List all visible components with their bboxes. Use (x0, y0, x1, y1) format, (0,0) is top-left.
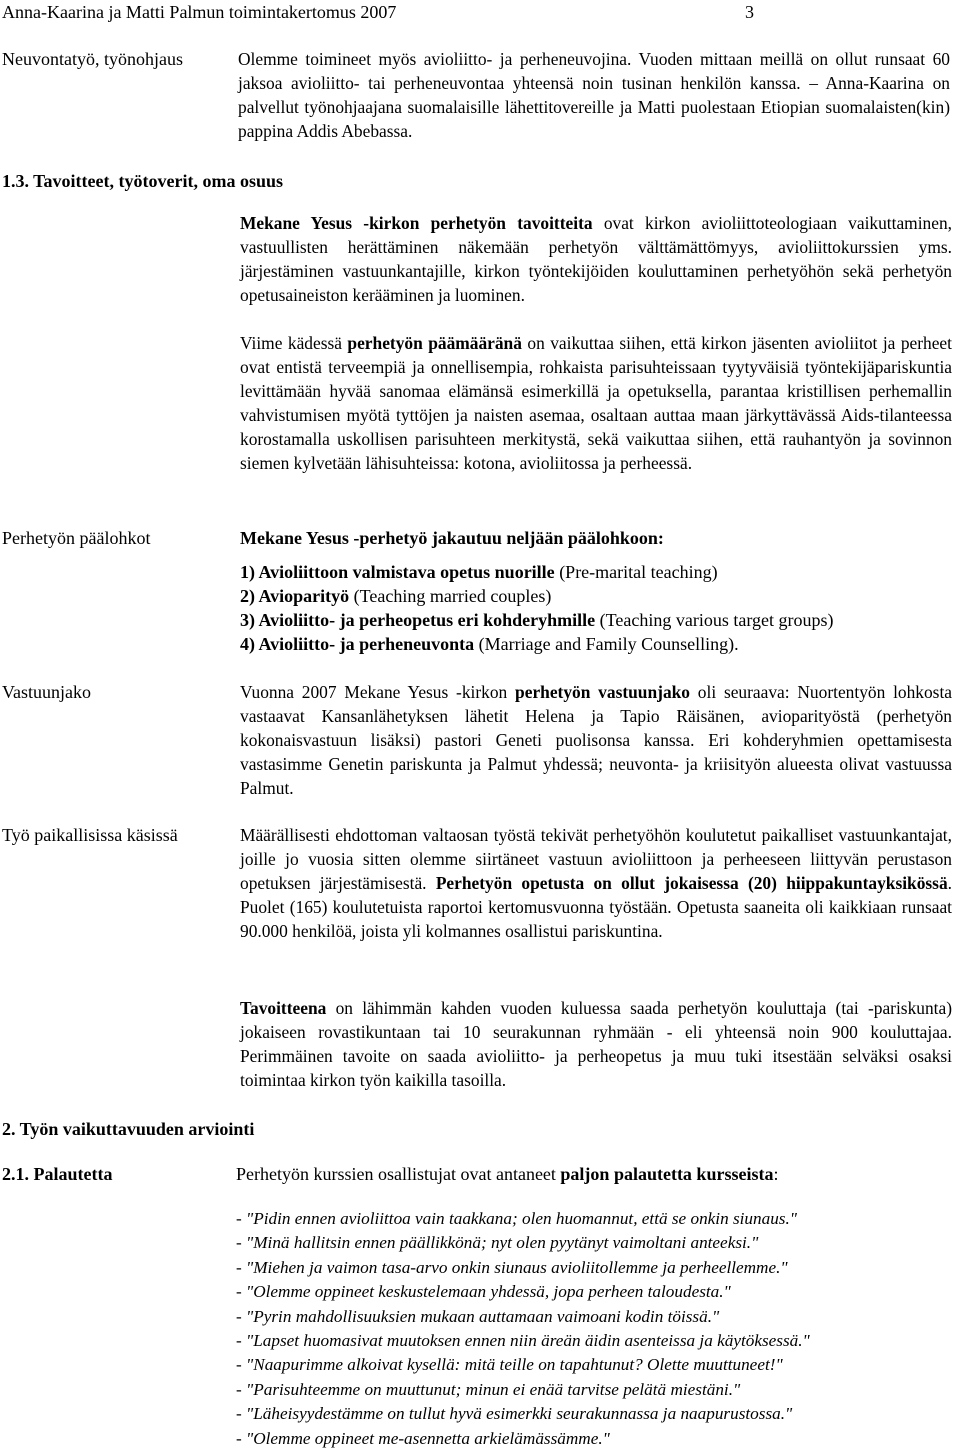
list-item-bold: 4) Avioliitto- ja perheneuvonta (240, 634, 475, 654)
paragraph-tavoitteena (240, 996, 952, 1092)
list-item-rest: (Teaching married couples) (349, 586, 552, 606)
paragraph-paamaara (240, 331, 952, 475)
list-item-rest: (Teaching various target groups) (595, 610, 834, 630)
page-number: 3 (745, 2, 754, 22)
side-label-neuvonta: Neuvontatyö, työnohjaus (2, 49, 183, 69)
quote-item: - "Parisuhteemme on muuttunut; minun ei enää tarvitse pelätä miestäni." (236, 1379, 741, 1399)
side-label-paalohkot: Perhetyön päälohkot (2, 528, 151, 548)
section-heading-arviointi: 2. Työn vaikuttavuuden arviointi (2, 1119, 255, 1139)
paragraph-neuvonta: Olemme toimineet myös avioliitto- ja perheneuvojina. Vuoden mittaan meillä on ollut runsaat 60 jaksoa avioliitto- tai perheneuvontaa yhteensä noin tusinan henkilön kanssa. – Anna-Kaarina on palvellut työnohjaajana suomalaisille lähettitovereille ja Matti puolestaan Etiopian suomalaisten(kin) pappina Addis Abebassa. (238, 49, 950, 141)
text-paamaara-b: on vaikuttaa siihen, että kirkon jäsenten avioliitot ja perheet ovat entistä terveempiä ja onnellisempia, rohkaista parisuhteissaan tyytyväisiä työntekijäpariskuntia levittämään hyvää sanomaa elämänsä esimerkillä ja opetuksella, parantaa kristillisen perhemallin vahvistumisen myötä tyttöjen ja naisten asemaa, osaltaan auttaa maan järkyttävässä Aids-tilanteessa korostamalla uskollisen parisuhteen merkitystä, sekä vaikuttaa siihen, että rauhantyön ja sovinnon siemen kylvetään lähisuhteissa: kotona, avioliitossa ja perheessä. (240, 333, 952, 473)
paragraph-palautetta (236, 1162, 778, 1186)
section-heading-tavoitteet: 1.3. Tavoitteet, työtoverit, oma osuus (2, 171, 283, 191)
quote-item: - "Olemme oppineet me-asennetta arkielämässämme." (236, 1428, 610, 1448)
list-item-bold: 2) Avioparityö (240, 586, 350, 606)
text-paikallisissa-b: . Puolet (165) koulutetuista raportoi kertomusvuonna työstään. Opetusta saaneita oli kaikkiaan runsaat 90.000 henkilöä, joista yli kolmannes osallistui pariskuntina. (240, 873, 952, 941)
quote-item: - "Pyrin mahdollisuuksien mukaan auttamaan vaimoani kodin töissä." (236, 1306, 720, 1326)
quote-item: - "Lapset huomasivat muutoksen ennen niin äreän äidin asenteissa ja käytöksessä." (236, 1331, 810, 1351)
side-label-palautetta: 2.1. Palautetta (2, 1164, 113, 1184)
quote-item: - "Pidin ennen avioliittoa vain taakkana; olen huomannut, että se onkin siunaus." (236, 1209, 798, 1228)
list-item (240, 608, 956, 632)
text-paikallisissa-a: Määrällisesti ehdottoman valtaosan työstä tekivät perhetyöhön koulutetut paikalliset vastuunkantajat, joille jo vuosia sitten olemme siirtäneet vastuun avioliittoon ja perheeseen liittyvän perustason opetuksen järjestämisestä. (240, 825, 952, 893)
quote-item: - "Minä hallitsin ennen päällikkönä; nyt olen pyytänyt vaimoltani anteeksi." (236, 1233, 759, 1253)
list-item-bold: 1) Avioliittoon valmistava opetus nuorille (240, 562, 555, 582)
quote-item: - "Miehen ja vaimon tasa-arvo onkin siunaus avioliitollemme ja perheellemme." (236, 1257, 788, 1277)
paragraph-paikallisissa (240, 823, 952, 943)
paragraph-tavoitteita (240, 211, 952, 307)
text-vastuunjako-b: oli seuraava: Nuortentyön lohkosta vastaavat Kansanlähetyksen lähetit Helena ja Tapio Räisänen, avioparityöstä (perhetyön kokonaisvastuun lisäksi) pastori Geneti puolisonsa kanssa. Eri kohderyhmien opettamisesta vastasimme Genetin pariskunta ja Palmut yhdessä; neuvonta- ja kriisityön alueesta olivat vastuussa Palmut. (240, 682, 952, 798)
text-palautetta-a: Perhetyön kurssien osallistujat ovat antaneet (236, 1164, 561, 1184)
bold-tavoitteena: Tavoitteena (240, 998, 327, 1018)
bold-vastuunjako: perhetyön vastuunjako (515, 682, 691, 702)
bold-paikallisissa: Perhetyön opetusta on ollut jokaisessa (20) hiippakuntayksikössä (435, 873, 948, 893)
heading-paalohkot: Mekane Yesus -perhetyö jakautuu neljään päälohkoon: (240, 528, 664, 548)
quote-item: - "Olemme oppineet keskustelemaan yhdessä, jopa perheen taloudesta." (236, 1282, 731, 1302)
list-item-bold: 3) Avioliitto- ja perheopetus eri kohderyhmille (240, 610, 596, 630)
quote-item: - "Naapurimme alkoivat kysellä: mitä teille on tapahtunut? Olette muuttuneet!" (236, 1355, 783, 1375)
list-item (240, 632, 956, 656)
list-item (240, 584, 956, 608)
list-item-rest: (Marriage and Family Counselling). (474, 634, 739, 654)
quote-item: - "Läheisyydestämme on tullut hyvä esimerkki seurakunnassa ja naapurustossa." (236, 1404, 793, 1424)
side-label-paikallisissa: Työ paikallisissa käsissä (2, 825, 178, 845)
list-item (240, 560, 956, 584)
paragraph-vastuunjako (240, 680, 952, 800)
text-paamaara-a: Viime kädessä (240, 333, 348, 353)
bold-palautetta: paljon palautetta kursseista (560, 1164, 774, 1184)
text-tavoitteita: ovat kirkon avioliittoteologiaan vaikuttaminen, vastuullisten herättäminen näkemään perhetyön välttämättömyys, avioliittokurssien yms. järjestäminen vastuunkantajille, kirkon työntekijöiden kouluttaminen perhetyöhön sekä perhetyön opetusaineiston kerääminen ja luominen. (240, 213, 952, 305)
list-paalohkot (240, 560, 956, 656)
text-vastuunjako-a: Vuonna 2007 Mekane Yesus -kirkon (240, 682, 516, 702)
bold-tavoitteita: Mekane Yesus -kirkon perhetyön tavoitteita (240, 213, 593, 233)
bold-paamaara: perhetyön päämääränä (347, 333, 522, 353)
quote-list (236, 1207, 810, 1451)
side-label-vastuunjako: Vastuunjako (2, 682, 91, 702)
running-title: Anna-Kaarina ja Matti Palmun toimintakertomus 2007 (2, 2, 397, 22)
list-item-rest: (Pre-marital teaching) (554, 562, 718, 582)
text-tavoitteena: on lähimmän kahden vuoden kuluessa saada perhetyön kouluttaja (tai -pariskunta) jokaiseen rovastikuntaan tai 10 seurakunnan ryhmään - eli yhteensä noin 900 kouluttajaa. Perimmäinen tavoite on saada avioliitto- ja perheopetus ja muu tuki itsestään selväksi osaksi toimintaa kirkon työn kaikilla tasoilla. (240, 998, 952, 1090)
text-palautetta-b: : (773, 1164, 779, 1184)
